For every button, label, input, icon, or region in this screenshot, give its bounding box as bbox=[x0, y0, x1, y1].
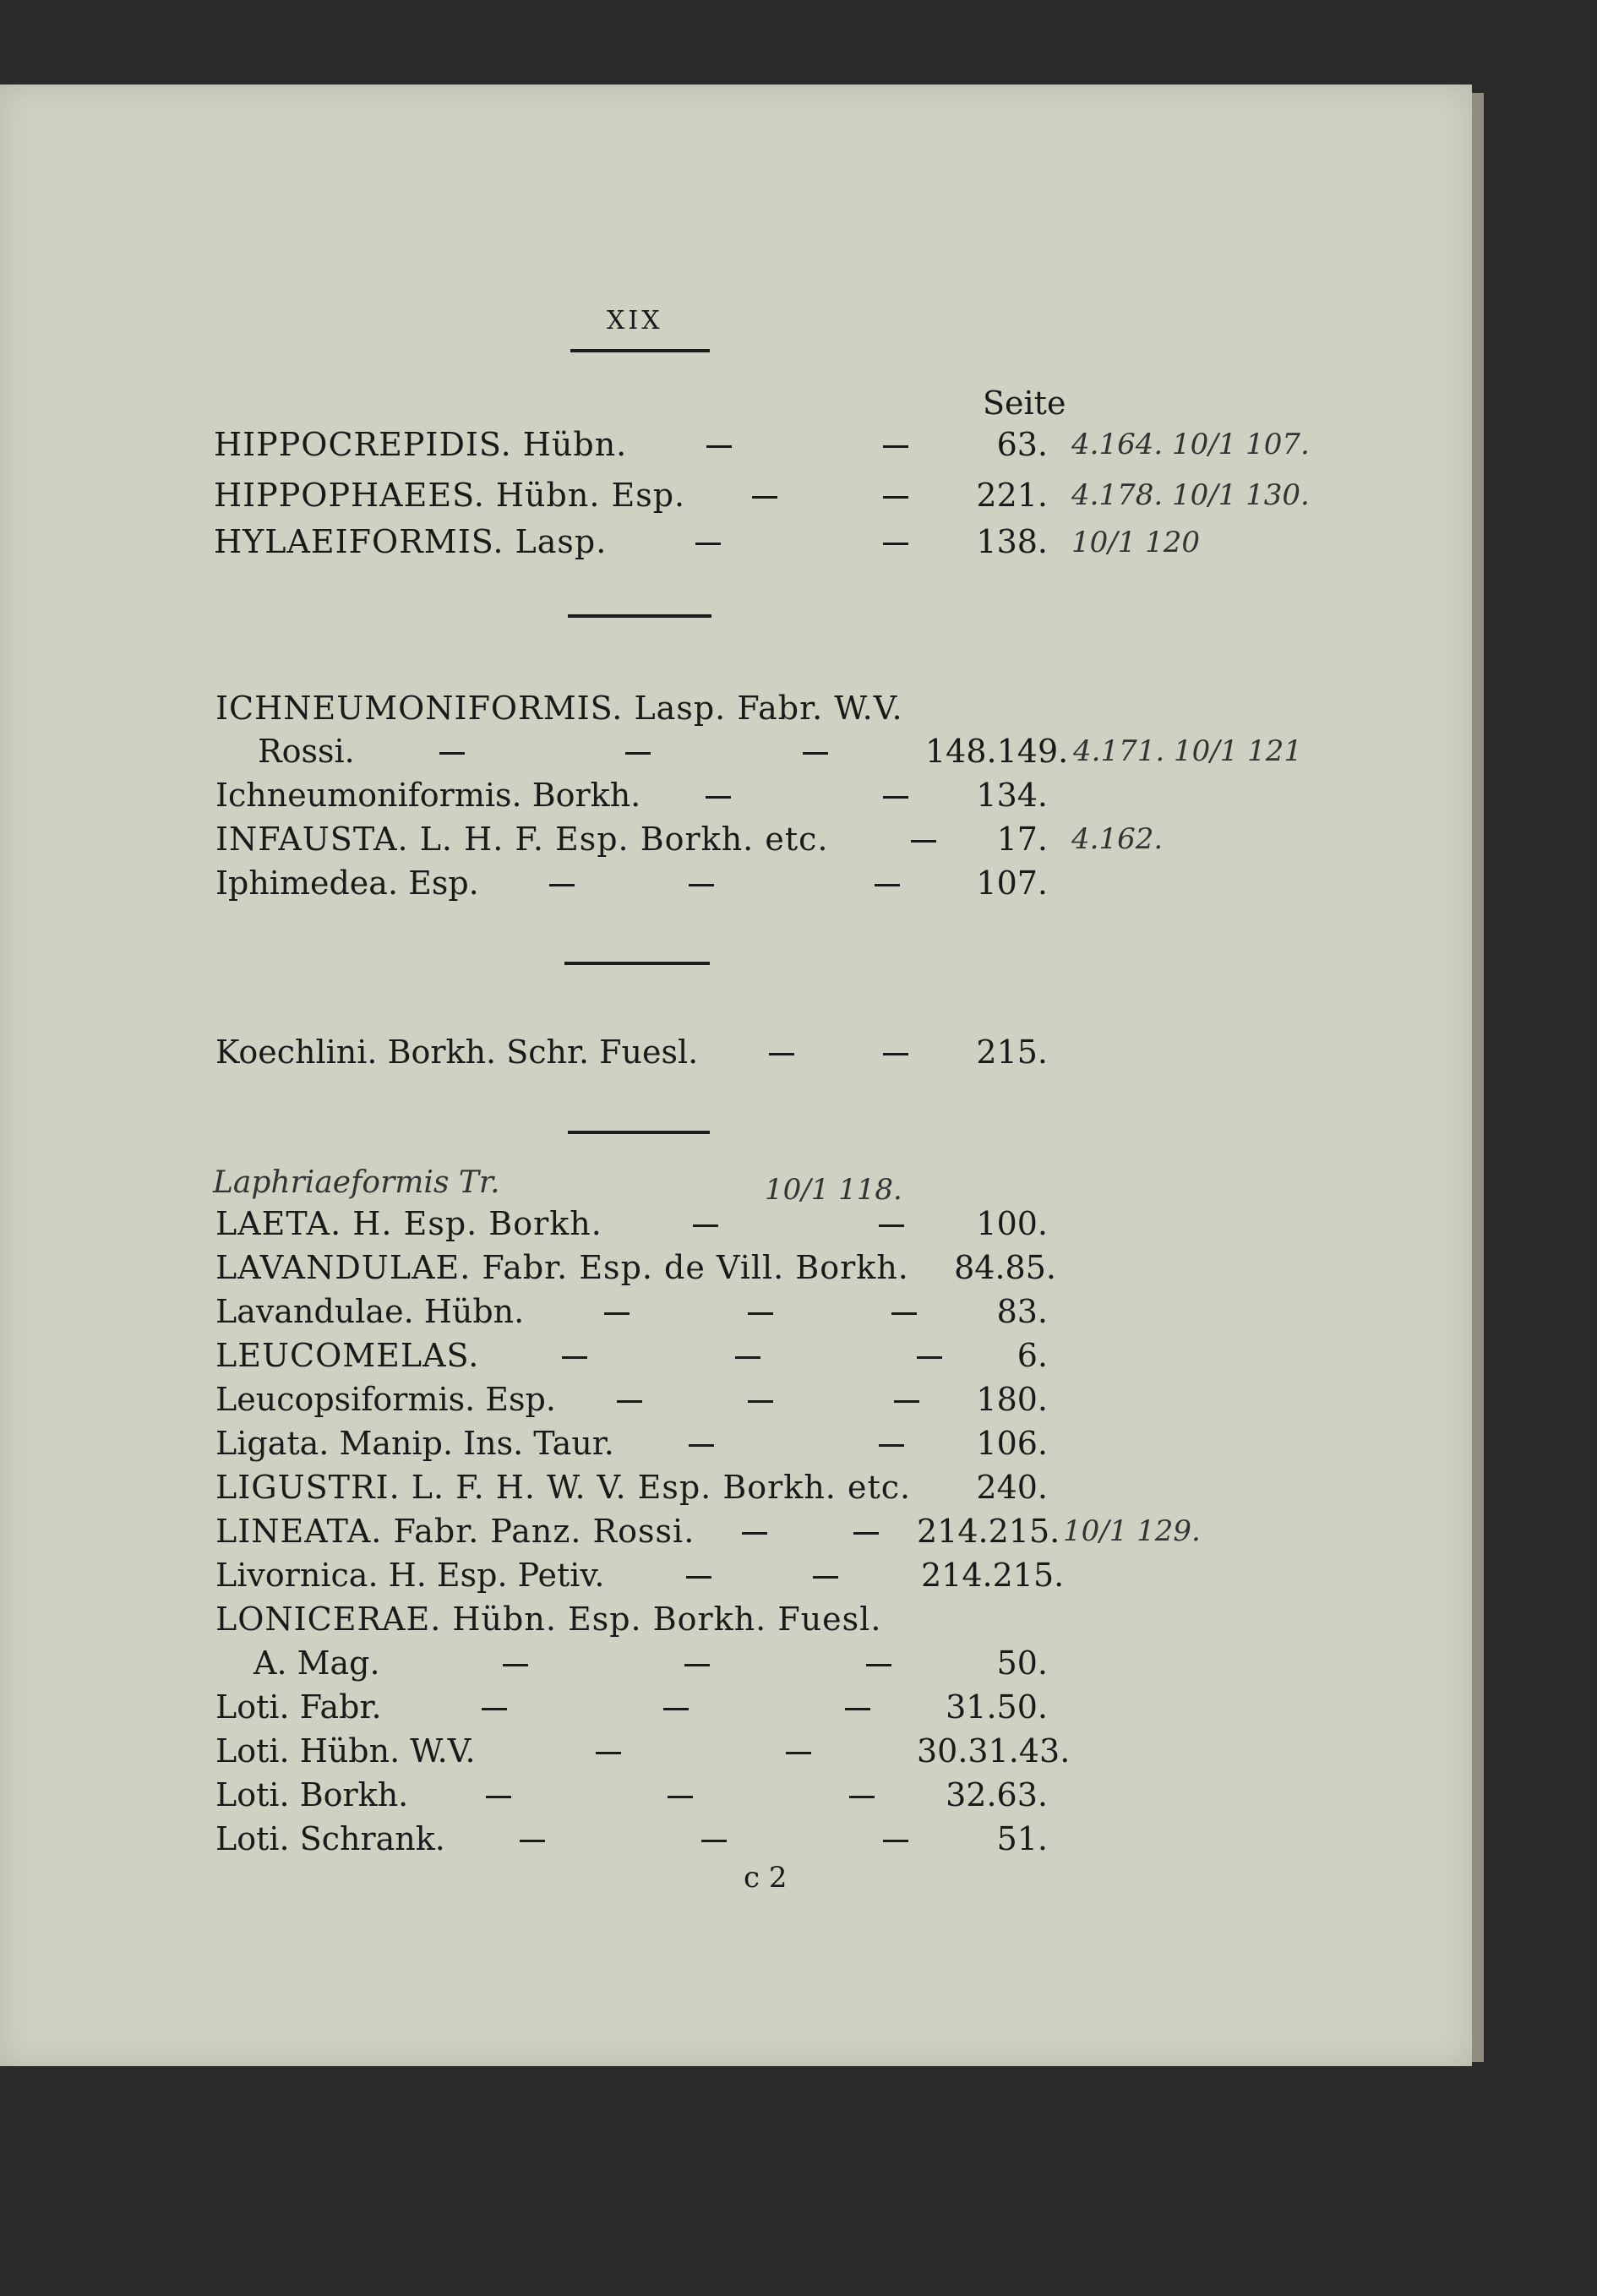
entry-page: 180. bbox=[976, 1381, 1048, 1418]
leader-dash bbox=[562, 1356, 587, 1359]
entry-page: 6. bbox=[1017, 1337, 1048, 1374]
entry-name: Ichneumoniformis. Borkh. bbox=[215, 777, 641, 814]
handwritten-entry: Laphriaeformis Tr. bbox=[213, 1165, 500, 1200]
leader-dash bbox=[520, 1840, 545, 1842]
leader-dash bbox=[883, 445, 908, 448]
entry-name: LINEATA. Fabr. Panz. Rossi. bbox=[215, 1513, 695, 1550]
leader-dash bbox=[883, 496, 908, 499]
leader-dash bbox=[689, 884, 714, 886]
leader-dash bbox=[845, 1708, 870, 1710]
leader-dash bbox=[706, 445, 732, 448]
section-rule bbox=[568, 614, 711, 618]
leader-dash bbox=[486, 1796, 511, 1798]
leader-dash bbox=[701, 1840, 727, 1842]
handwritten-note: 10/1 118. bbox=[765, 1173, 902, 1207]
entry-page: 84.85. bbox=[954, 1249, 1056, 1286]
entry-page: 214.215. bbox=[917, 1513, 1060, 1550]
leader-dash bbox=[695, 543, 721, 545]
leader-dash bbox=[866, 1664, 891, 1666]
leader-dash bbox=[735, 1356, 760, 1359]
entry-name: Loti. Schrank. bbox=[215, 1820, 445, 1857]
entry-name: Loti. Borkh. bbox=[215, 1776, 409, 1813]
leader-dash bbox=[769, 1053, 794, 1055]
entry-page: 134. bbox=[976, 777, 1048, 814]
entry-name: Loti. Fabr. bbox=[215, 1688, 382, 1726]
entry-name: HYLAEIFORMIS. Lasp. bbox=[214, 523, 608, 560]
leader-dash bbox=[883, 543, 908, 545]
leader-dash bbox=[853, 1532, 879, 1535]
leader-dash bbox=[883, 1053, 908, 1055]
leader-dash bbox=[663, 1708, 689, 1710]
leader-dash bbox=[684, 1664, 710, 1666]
entry-page: 30.31.43. bbox=[917, 1732, 1071, 1770]
entry-name: Iphimedea. Esp. bbox=[215, 864, 479, 902]
entry-page: 138. bbox=[976, 523, 1048, 560]
entry-name: LEUCOMELAS. bbox=[215, 1337, 480, 1374]
leader-dash bbox=[803, 752, 828, 755]
leader-dash bbox=[883, 796, 908, 799]
entry-name: Leucopsiformis. Esp. bbox=[215, 1381, 556, 1418]
entry-page: 215. bbox=[976, 1033, 1048, 1071]
column-label-seite: Seite bbox=[983, 384, 1066, 422]
leader-dash bbox=[689, 1444, 714, 1447]
leader-dash bbox=[786, 1752, 811, 1754]
entry-name: Lavandulae. Hübn. bbox=[215, 1293, 525, 1330]
entry-page: 148.149. bbox=[925, 733, 1069, 770]
entry-page: 106. bbox=[976, 1425, 1048, 1462]
leader-dash bbox=[439, 752, 465, 755]
leader-dash bbox=[617, 1400, 642, 1403]
leader-dash bbox=[875, 884, 900, 886]
entry-page: 63. bbox=[996, 426, 1048, 463]
entry-name: LIGUSTRI. L. F. H. W. V. Esp. Borkh. etc. bbox=[215, 1469, 912, 1506]
entry-name: Rossi. bbox=[258, 733, 355, 770]
handwritten-note: 4.178. 10/1 130. bbox=[1071, 478, 1310, 512]
entry-page: 214.215. bbox=[921, 1557, 1065, 1594]
leader-dash bbox=[549, 884, 575, 886]
leader-dash bbox=[813, 1576, 838, 1579]
handwritten-note: 4.164. 10/1 107. bbox=[1071, 428, 1310, 461]
entry-name: LAVANDULAE. Fabr. Esp. de Vill. Borkh. bbox=[215, 1249, 909, 1286]
leader-dash bbox=[693, 1224, 718, 1227]
signature-mark: c 2 bbox=[744, 1861, 788, 1895]
entry-name: HIPPOPHAEES. Hübn. Esp. bbox=[214, 477, 686, 514]
entry-name: A. Mag. bbox=[253, 1644, 380, 1682]
handwritten-note: 10/1 129. bbox=[1063, 1514, 1201, 1548]
entry-name: Livornica. H. Esp. Petiv. bbox=[215, 1557, 605, 1594]
entry-name: HIPPOCREPIDIS. Hübn. bbox=[214, 426, 628, 463]
leader-dash bbox=[752, 496, 777, 499]
leader-dash bbox=[879, 1224, 904, 1227]
roman-page-number: XIX bbox=[607, 306, 663, 335]
leader-dash bbox=[883, 1840, 908, 1842]
section-rule bbox=[568, 1131, 710, 1134]
handwritten-note: 4.162. bbox=[1071, 822, 1164, 856]
entry-page: 32.63. bbox=[946, 1776, 1048, 1813]
entry-page: 51. bbox=[996, 1820, 1048, 1857]
entry-name: Koechlini. Borkh. Schr. Fuesl. bbox=[215, 1033, 699, 1071]
leader-dash bbox=[503, 1664, 528, 1666]
entry-page: 31.50. bbox=[946, 1688, 1048, 1726]
leader-dash bbox=[668, 1796, 693, 1798]
entry-name: INFAUSTA. L. H. F. Esp. Borkh. etc. bbox=[215, 821, 829, 858]
leader-dash bbox=[604, 1312, 630, 1315]
leader-dash bbox=[686, 1576, 711, 1579]
leader-dash bbox=[625, 752, 651, 755]
entry-name: Loti. Hübn. W.V. bbox=[215, 1732, 476, 1770]
entry-name: Ligata. Manip. Ins. Taur. bbox=[215, 1425, 614, 1462]
entry-page: 221. bbox=[976, 477, 1048, 514]
entry-page: 17. bbox=[996, 821, 1048, 858]
section-rule bbox=[564, 962, 710, 965]
leader-dash bbox=[849, 1796, 875, 1798]
page-edge bbox=[1472, 93, 1484, 2062]
leader-dash bbox=[748, 1312, 773, 1315]
leader-dash bbox=[748, 1400, 773, 1403]
header-rule bbox=[570, 349, 710, 352]
handwritten-note: 10/1 120 bbox=[1071, 526, 1201, 559]
entry-name: LONICERAE. Hübn. Esp. Borkh. Fuesl. bbox=[215, 1601, 882, 1638]
entry-name: LAETA. H. Esp. Borkh. bbox=[215, 1205, 602, 1242]
leader-dash bbox=[482, 1708, 507, 1710]
entry-page: 100. bbox=[976, 1205, 1048, 1242]
entry-page: 50. bbox=[996, 1644, 1048, 1682]
entry-page: 240. bbox=[976, 1469, 1048, 1506]
leader-dash bbox=[596, 1752, 621, 1754]
entry-page: 83. bbox=[996, 1293, 1048, 1330]
leader-dash bbox=[879, 1444, 904, 1447]
entry-name: ICHNEUMONIFORMIS. Lasp. Fabr. W.V. bbox=[215, 690, 903, 727]
entry-page: 107. bbox=[976, 864, 1048, 902]
leader-dash bbox=[742, 1532, 767, 1535]
leader-dash bbox=[706, 796, 731, 799]
handwritten-note: 4.171. 10/1 121 bbox=[1073, 734, 1303, 768]
